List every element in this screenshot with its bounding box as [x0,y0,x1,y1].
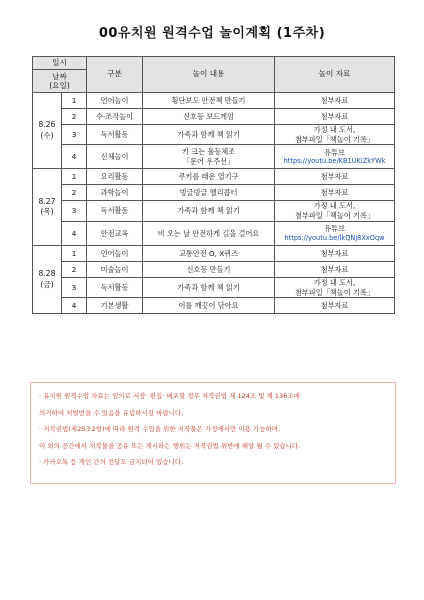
youtube-link[interactable]: https://youtu.be/lkQNj8XxOqw [284,233,385,242]
row-number: 1 [62,93,87,109]
activity-cell [143,125,275,145]
material-cell [275,109,395,125]
category-cell: 독서활동 [87,201,143,221]
activity-text: 가족과 함께 책 읽기 [177,282,240,292]
category-cell: 신체놀이 [87,145,143,169]
material-cell [275,298,395,314]
row-number: 3 [62,277,87,297]
activity-cell [143,245,275,261]
activity-text: 키 크는 율동체조 [181,147,236,157]
play-plan-table [32,56,395,314]
material-text: 유튜브 [324,224,345,234]
activity-cell [143,261,275,277]
row-number: 3 [62,201,87,221]
table-row [33,277,395,297]
table-row [33,145,395,169]
weekday-text: (수) [40,130,54,140]
category-cell: 안전교육 [87,221,143,245]
activity-text: 가족과 함께 책 읽기 [177,129,240,139]
copyright-notice [30,382,396,484]
date-cell [33,93,62,169]
row-number: 2 [62,261,87,277]
category-cell: 과학놀이 [87,185,143,201]
header-date-bottom [33,70,87,93]
material-cell [275,277,395,297]
header-category: 구분 [87,57,143,93]
category-cell: 미술놀이 [87,261,143,277]
activity-cell [143,185,275,201]
activity-text: 신호등 보드게임 [183,111,234,121]
activity-text: 신호등 만들기 [186,264,231,274]
row-number: 4 [62,221,87,245]
material-cell [275,169,395,185]
material-text: 유튜브 [324,147,345,157]
youtube-link[interactable]: https://youtu.be/KB1UKiZkYWk [283,157,386,166]
table-row [33,261,395,277]
date-cell [33,245,62,313]
table-row [33,221,395,245]
activity-text: 가족과 함께 책 읽기 [177,206,240,216]
activity-cell [143,298,275,314]
table-row [33,169,395,185]
header-date-label: 날짜 [52,71,67,81]
activity-cell [143,201,275,221]
material-cell [275,245,395,261]
page-title: 00유치원 원격수업 놀이계획 (1주차) [98,26,326,41]
weekday-text: (목) [40,207,54,217]
material-text: 첨부자료 [320,300,349,310]
header-activity: 놀이 내용 [143,57,275,93]
material-text: 가정 내 도서, [313,277,356,287]
activity-cell [143,169,275,185]
material-text: 첨부파일「책놀이 기록」 [294,211,375,221]
header-material: 놀이 자료 [275,57,395,93]
category-cell: 기본생활 [87,298,143,314]
activity-cell [143,109,275,125]
table-row [33,185,395,201]
activity-cell [143,93,275,109]
notice-line: · 카카오톡 등 개인 간의 전달도 금지되어 있습니다. [39,458,184,466]
material-text: 첨부파일「책놀이 기록」 [294,287,375,297]
material-text: 가정 내 도서, [313,201,356,211]
table-row [33,109,395,125]
table-body [33,93,395,314]
material-text: 첨부자료 [320,172,349,182]
notice-line: 의거하여 처벌받을 수 있음을 유념하시길 바랍니다. [39,408,184,417]
header-date-top: 일시 [33,57,87,70]
table-row [33,245,395,261]
activity-text: 교통안전 O, X퀴즈 [178,248,239,258]
weekday-text: (금) [40,279,54,289]
activity-text: 「문어 우주선」 [182,156,235,166]
date-text: 8.27 [38,196,56,206]
notice-line: 이 외의 공간에서 저작물을 공유 또는 게시하는 행위는 저작권법 위반에 해당 될 수 있습니다. [39,441,301,450]
material-text: 첨부자료 [320,95,349,105]
material-cell [275,221,395,245]
table-row [33,201,395,221]
material-cell [275,185,395,201]
notice-line: · 저작권법(제25조2항)에 따라 원격 수업을 위한 저작물은 가정에서만 이용 가능하며, [39,425,281,433]
material-cell [275,261,395,277]
table-row [33,93,395,109]
activity-cell [143,277,275,297]
date-cell [33,169,62,245]
activity-text: 빙글빙글 헬리콥터 [179,188,238,198]
notice-line: · 유치원 원격수업 자료는 임의로 저장· 편집· 배포할 경우 저작권법 제 124조 및 제 136조에 [39,392,300,400]
material-cell [275,145,395,169]
row-number: 3 [62,125,87,145]
material-text: 첨부자료 [320,188,349,198]
row-number: 1 [62,169,87,185]
header-weekday-label: (요일) [49,81,70,90]
material-text: 첨부자료 [320,264,349,274]
activity-text: 쿠키를 태운 열기구 [178,172,239,182]
table-row [33,125,395,145]
material-cell [275,93,395,109]
category-cell: 독서활동 [87,277,143,297]
category-cell: 언어놀이 [87,245,143,261]
material-text: 가정 내 도서, [313,125,356,134]
material-cell [275,125,395,145]
activity-text: 비 오는 날 안전하게 길을 걸어요 [157,228,260,238]
row-number: 4 [62,145,87,169]
material-text: 첨부자료 [320,248,349,258]
row-number: 2 [62,109,87,125]
row-number: 2 [62,185,87,201]
material-text: 첨부자료 [320,111,349,121]
category-cell: 언어놀이 [87,93,143,109]
category-cell: 독서활동 [87,125,143,145]
material-cell [275,201,395,221]
activity-cell [143,221,275,245]
date-text: 8.26 [38,120,56,130]
category-cell: 요리활동 [87,169,143,185]
category-cell: 수·조작놀이 [87,109,143,125]
activity-cell [143,145,275,169]
row-number: 4 [62,298,87,314]
material-text: 첨부파일「책놀이 기록」 [294,134,375,144]
table-row [33,298,395,314]
row-number: 1 [62,245,87,261]
activity-text: 이를 깨끗이 닦아요 [178,300,239,310]
date-text: 8.28 [38,269,56,279]
activity-text: 횡단보도 안전책 만들기 [171,95,246,105]
